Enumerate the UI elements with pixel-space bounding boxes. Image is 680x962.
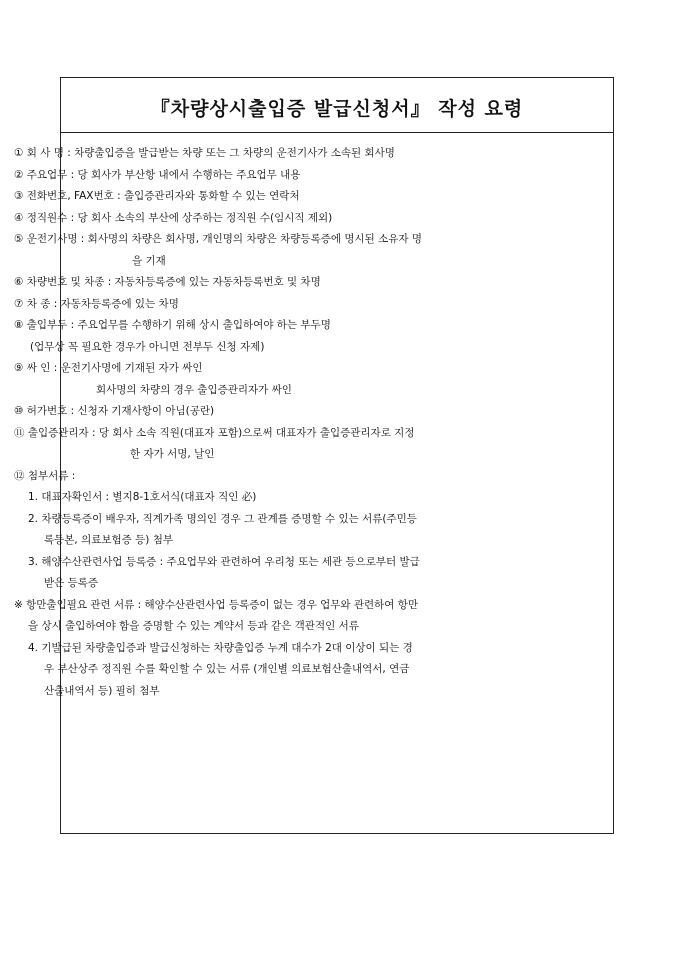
title-row [61,78,613,133]
attachment-3-cont: 받은 등록증 [44,577,99,589]
attachment-note-cont: 을 상시 출입하여야 함을 증명할 수 있는 계약서 등과 같은 객관적인 서류 [28,620,359,632]
item-phone-fax: ③ 전화번호, FAX번호 : 출입증관리자와 통화할 수 있는 연락처 [14,190,300,202]
attachment-2: 2. 차량등록증이 배우자, 직계가족 명의인 경우 그 관계를 증명할 수 있는 서류(주민등 [28,512,417,525]
item-pass-manager: ⑪ 출입증관리자 : 당 회사 소속 직원(대표자 포함)으로써 대표자가 출입증관리자로 지정 [14,426,415,439]
attachment-4-cont: 우 부산상주 정직원 수를 확인할 수 있는 서류 (개인별 의료보험산출내역서, 연금 [44,663,410,675]
attachment-4: 4. 기발급된 차량출입증과 발급신청하는 차량출입증 누계 대수가 2대 이상이 되는 경 [28,641,413,654]
attachment-note: ※ 항만출입필요 관련 서류 : 해양수산관련사업 등록증이 없는 경우 업무와 관련하여 항만 [14,598,419,611]
item-driver-name-cont: 을 기재 [132,254,166,267]
item-attachments: ⑫ 첨부서류 : [14,469,76,482]
item-driver-name: ⑤ 운전기사명 : 회사명의 차량은 회사명, 개인명의 차량은 차량등록증에 명시된 소유자 명 [14,233,423,245]
item-sign-cont: 회사명의 차량의 경우 출입증관리자가 싸인 [96,383,292,396]
attachment-3: 3. 해양수산관련사업 등록증 : 주요업무와 관련하여 우리청 또는 세관 등으로부터 발급 [28,555,420,568]
item-sign: ⑨ 싸 인 : 운전기사명에 기재된 자가 싸인 [14,362,203,374]
item-pier-note: (업무상 꼭 필요한 경우가 아니면 전부두 신청 자제) [30,340,265,353]
attachment-4-cont2: 산출내역서 등) 필히 첨부 [44,684,160,697]
item-pass-manager-cont: 한 자가 서명, 날인 [130,448,215,460]
attachment-2-cont: 록등본, 의료보험증 등) 첨부 [44,534,174,546]
item-staff-count: ④ 정직원수 : 당 회사 소속의 부산에 상주하는 정직원 수(임시직 제외) [14,211,333,224]
item-main-business: ② 주요업무 : 당 회사가 부산항 내에서 수행하는 주요업무 내용 [14,168,301,181]
item-permit-number: ⑩ 허가번호 : 신청자 기재사항이 아님(공란) [14,405,215,417]
attachment-1: 1. 대표자확인서 : 별지8-1호서식(대표자 직인 必) [28,491,257,503]
item-pier: ⑧ 출입부두 : 주요업무를 수행하기 위해 상시 출입하여야 하는 부두명 [14,319,331,331]
item-vehicle-number: ⑥ 차량번호 및 차종 : 자동차등록증에 있는 자동차등록번호 및 차명 [14,276,321,288]
guide-content [14,143,544,702]
item-company-name: ① 회 사 명 : 차량출입증을 발급받는 차량 또는 그 차량의 운전기사가 소속된 회사명 [14,147,395,159]
page-title: 『차량상시출입증 발급신청서』 작성 요령 [150,97,524,120]
item-vehicle-type: ⑦ 차 종 : 자동차등록증에 있는 차명 [14,297,179,310]
